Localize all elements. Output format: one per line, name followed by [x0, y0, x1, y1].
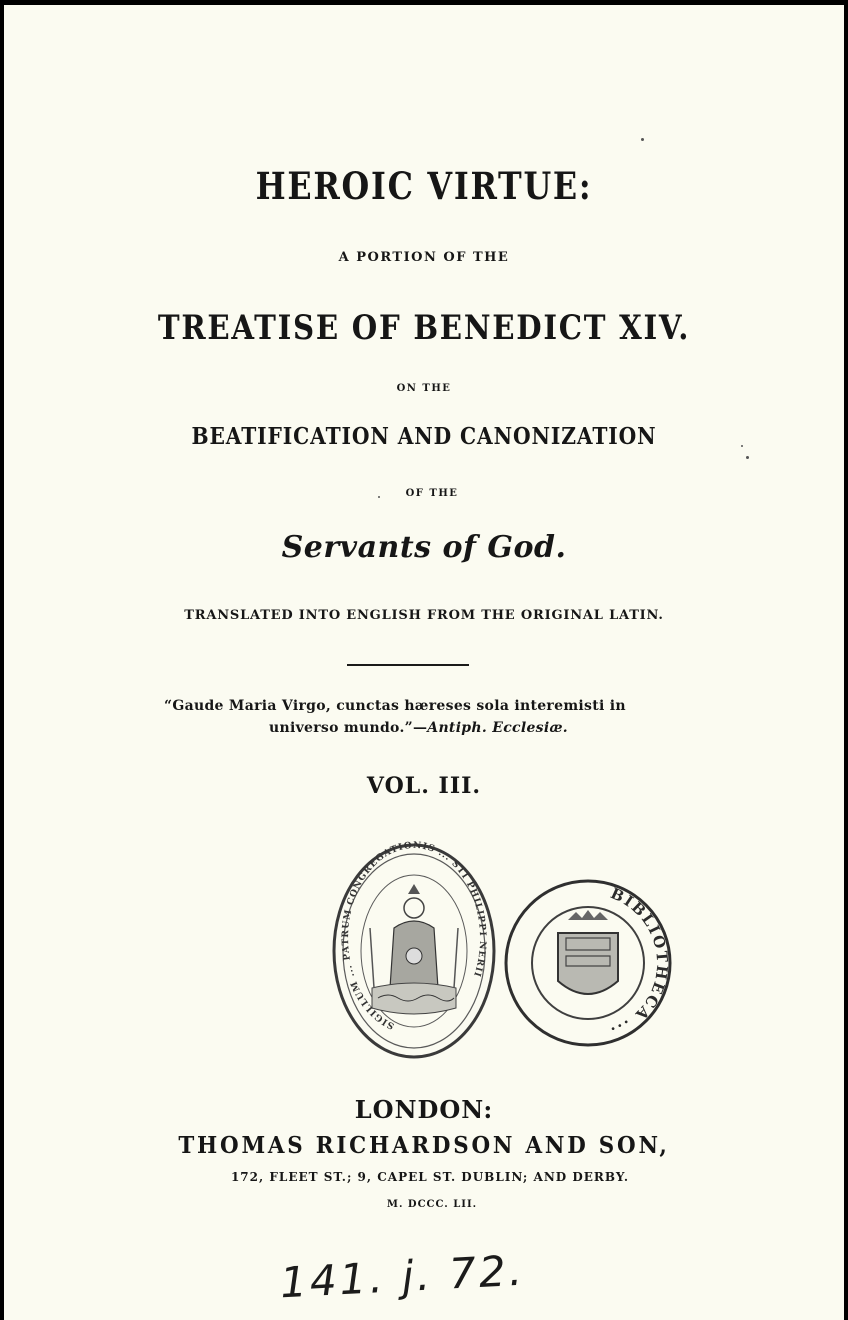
round-library-stamp-icon [506, 881, 671, 1045]
imprint-year: M. DCCC. LII. [386, 1199, 478, 1210]
paper-speck [641, 138, 644, 141]
epigraph-line-2 [164, 717, 684, 739]
oval-seal-icon [334, 841, 494, 1057]
paper-speck [746, 456, 749, 459]
svg-text:SIGILLUM ... PATRUM CONGREGATI: SIGILLUM ... PATRUM CONGREGATIONIS ... STI PHILIPPI NERII [340, 840, 488, 1031]
subtitle-of-the: OF THE [405, 488, 459, 499]
epigraph-line-1: “Gaude Maria Virgo, cunctas hæreses sola interemisti in [164, 698, 626, 714]
book-title: HEROIC VIRTUE: [255, 164, 593, 208]
svg-text:BIBLIOTHECA ...: BIBLIOTHECA ... [606, 884, 672, 1043]
subject-line: BEATIFICATION AND CANONIZATION [191, 423, 657, 450]
epigraph-line-2-text: universo mundo.”— [269, 720, 428, 736]
volume-number: VOL. III. [366, 773, 482, 799]
handwritten-shelfmark: 141. j. 72. [278, 1245, 527, 1308]
title-page [4, 5, 844, 1320]
imprint-city: LONDON: [354, 1095, 494, 1124]
servants-of-god: Servants of God. [281, 530, 567, 565]
epigraph-source: Antiph. Ecclesiæ. [427, 720, 568, 736]
divider-rule [347, 664, 469, 666]
library-stamps [330, 838, 680, 1063]
treatise-title: TREATISE OF BENEDICT XIV. [157, 308, 691, 348]
subtitle-portion: A PORTION OF THE [338, 250, 510, 265]
imprint-publisher: THOMAS RICHARDSON AND SON, [178, 1132, 670, 1159]
subtitle-on-the: ON THE [396, 383, 452, 394]
translation-note: TRANSLATED INTO ENGLISH FROM THE ORIGINAL LATIN. [184, 608, 664, 623]
imprint-address: 172, FLEET ST.; 9, CAPEL ST. DUBLIN; AND DERBY. [230, 1170, 630, 1184]
epigraph [164, 695, 684, 739]
